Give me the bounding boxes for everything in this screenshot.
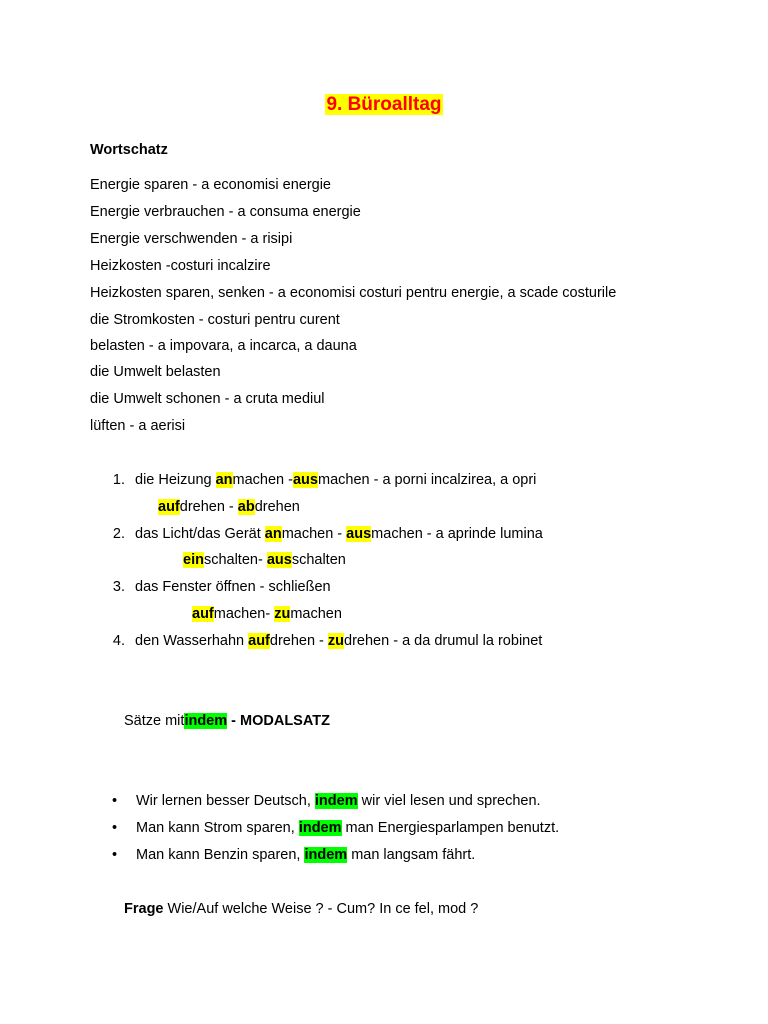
prefix-highlight: ab [237, 499, 255, 515]
bullet: • [112, 847, 118, 863]
vocab-line: Heizkosten sparen, senken - a economisi costuri pentru energie, a scade costurile [90, 285, 617, 301]
list-item-2: 2. das Licht/das Gerät anmachen - ausmachen - a aprinde lumina [103, 525, 543, 543]
vocab-heading: Wortschatz [90, 142, 168, 158]
keyword-highlight: indem [304, 847, 348, 863]
prefix-highlight: an [215, 472, 233, 488]
bullet: • [112, 820, 118, 836]
prefix-highlight: auf [158, 499, 180, 515]
prefix-highlight: zu [274, 606, 291, 622]
vocab-line: Energie verbrauchen - a consuma energie [90, 204, 361, 220]
bullet: • [112, 793, 118, 809]
modal-heading: Sätze mitindem - MODALSATZ [124, 713, 330, 729]
list-item-1-sub: aufdrehen - abdrehen [158, 499, 300, 515]
keyword-highlight: indem [314, 793, 358, 809]
prefix-highlight: auf [248, 633, 270, 649]
page-title-text: 9. Büroalltag [326, 94, 442, 115]
list-number: 3. [112, 579, 125, 595]
vocab-line: Energie sparen - a economisi energie [90, 177, 331, 193]
page-title [0, 93, 768, 117]
prefix-highlight: ein [183, 552, 204, 568]
question-line: Frage Wie/Auf welche Weise ? - Cum? In ce fel, mod ? [124, 901, 479, 917]
list-item-1: 1. die Heizung anmachen -ausmachen - a porni incalzirea, a opri [103, 471, 536, 489]
prefix-highlight: aus [346, 526, 372, 542]
vocab-line: die Stromkosten - costuri pentru curent [90, 312, 340, 328]
list-item-4: 4. den Wasserhahn aufdrehen - zudrehen - a da drumul la robinet [103, 632, 542, 650]
keyword-highlight: indem [184, 713, 228, 729]
example-item: • Wir lernen besser Deutsch, indem wir viel lesen und sprechen. [112, 793, 541, 809]
vocab-line: Heizkosten -costuri incalzire [90, 258, 271, 274]
list-number: 4. [112, 633, 125, 649]
list-item-3-sub: aufmachen- zumachen [192, 606, 342, 622]
prefix-highlight: aus [266, 552, 292, 568]
list-item-3: 3. das Fenster öffnen - schließen [103, 578, 331, 596]
list-number: 1. [112, 472, 125, 488]
example-item: • Man kann Benzin sparen, indem man langsam fährt. [112, 847, 476, 863]
prefix-highlight: aus [292, 472, 318, 488]
prefix-highlight: an [264, 526, 282, 542]
list-item-2-sub: einschalten- ausschalten [183, 552, 346, 568]
example-item: • Man kann Strom sparen, indem man Energiesparlampen benutzt. [112, 820, 560, 836]
vocab-line: die Umwelt belasten [90, 364, 221, 380]
question-label: Frage [124, 901, 164, 917]
prefix-highlight: zu [327, 633, 345, 649]
vocab-line: lüften - a aerisi [90, 418, 186, 434]
vocab-line: Energie verschwenden - a risipi [90, 231, 293, 247]
keyword-highlight: indem [298, 820, 342, 836]
vocab-line: die Umwelt schonen - a cruta mediul [90, 391, 325, 407]
prefix-highlight: auf [192, 606, 214, 622]
list-number: 2. [112, 526, 125, 542]
vocab-line: belasten - a impovara, a incarca, a dauna [90, 338, 357, 354]
